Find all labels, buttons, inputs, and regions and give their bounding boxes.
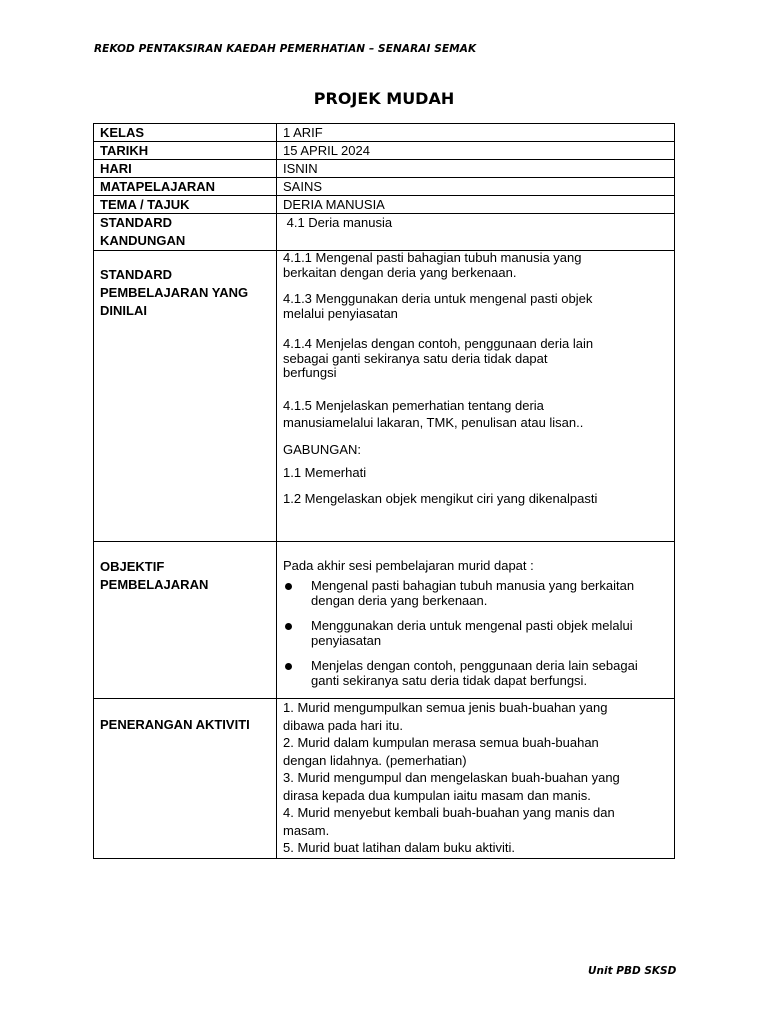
row-matapelajaran xyxy=(94,178,675,196)
value-standard-kandungan: 4.1 Deria manusia xyxy=(277,214,675,251)
sp-item-4-line1: 4.1.5 Menjelaskan pemerhatian tentang deria xyxy=(283,397,544,413)
aktiviti-line: dengan lidahnya. (pemerhatian) xyxy=(283,752,467,768)
label-sp-line3: DINILAI xyxy=(100,303,147,318)
document-header: REKOD PENTAKSIRAN KAEDAH PEMERHATIAN – SENARAI SEMAK xyxy=(94,43,477,55)
bullet-icon xyxy=(285,663,292,670)
label-sp-line1: STANDARD xyxy=(100,267,172,282)
bullet-icon xyxy=(285,583,292,590)
label-hari: HARI xyxy=(94,160,277,178)
objektif-3-line2: ganti sekiranya satu deria tidak dapat berfungsi. xyxy=(311,673,588,688)
value-hari: ISNIN xyxy=(277,160,675,178)
row-tarikh xyxy=(94,142,675,160)
aktiviti-line: masam. xyxy=(283,822,330,838)
gabungan-item-2: 1.2 Mengelaskan objek mengikut ciri yang dikenalpasti xyxy=(283,490,598,506)
document-footer: Unit PBD SKSD xyxy=(588,965,677,977)
objektif-intro: Pada akhir sesi pembelajaran murid dapat : xyxy=(283,558,534,573)
row-tema xyxy=(94,196,675,214)
sp-item-3 xyxy=(283,337,668,381)
sp-item-4-line2: manusiamelalui lakaran, TMK, penulisan atau lisan.. xyxy=(283,414,584,430)
row-objektif xyxy=(94,542,675,699)
aktiviti-line: 1. Murid mengumpulkan semua jenis buah-buahan yang xyxy=(283,700,608,715)
objektif-2-line1: Menggunakan deria untuk mengenal pasti objek melalui xyxy=(311,617,633,633)
sp-item-3-line2: sebagai ganti sekiranya satu deria tidak dapat xyxy=(283,350,548,366)
row-aktiviti xyxy=(94,699,675,859)
label-matapelajaran: MATAPELAJARAN xyxy=(94,178,277,196)
aktiviti-line: 5. Murid buat latihan dalam buku aktiviti. xyxy=(283,840,515,855)
gabungan-label: GABUNGAN: xyxy=(283,441,362,457)
value-aktiviti xyxy=(277,699,675,859)
label-objektif-line1: OBJEKTIF xyxy=(100,559,165,574)
value-objektif xyxy=(277,542,675,699)
assessment-table xyxy=(93,123,675,859)
label-objektif xyxy=(94,542,277,699)
value-standard-pembelajaran xyxy=(277,251,675,542)
value-kelas: 1 ARIF xyxy=(277,124,675,142)
label-standard-pembelajaran xyxy=(94,251,277,542)
label-objektif-line2: PEMBELAJARAN xyxy=(100,577,209,592)
sp-item-1 xyxy=(283,251,668,280)
list-item xyxy=(283,578,668,609)
bullet-icon xyxy=(285,623,292,630)
sp-item-3-line1: 4.1.4 Menjelas dengan contoh, penggunaan deria lain xyxy=(283,336,594,351)
objektif-list xyxy=(283,578,668,689)
sp-item-4 xyxy=(283,397,668,431)
row-kelas xyxy=(94,124,675,142)
sp-item-2-line1: 4.1.3 Menggunakan deria untuk mengenal pasti objek xyxy=(283,291,593,306)
row-standard-kandungan xyxy=(94,214,675,251)
aktiviti-line: 3. Murid mengumpul dan mengelaskan buah-buahan yang xyxy=(283,770,620,785)
aktiviti-line: 4. Murid menyebut kembali buah-buahan yang manis dan xyxy=(283,805,615,820)
label-sp-line2: PEMBELAJARAN YANG xyxy=(100,285,249,300)
row-standard-pembelajaran xyxy=(94,251,675,542)
value-tarikh: 15 APRIL 2024 xyxy=(277,142,675,160)
gabungan-item-1: 1.1 Memerhati xyxy=(283,465,367,480)
sp-item-1-line2: berkaitan dengan deria yang berkenaan. xyxy=(283,264,517,280)
label-tarikh: TARIKH xyxy=(94,142,277,160)
label-aktiviti: PENERANGAN AKTIVITI xyxy=(94,699,277,859)
value-matapelajaran: SAINS xyxy=(277,178,675,196)
sp-item-2-line2: melalui penyiasatan xyxy=(283,305,398,321)
label-tema: TEMA / TAJUK xyxy=(94,196,277,214)
aktiviti-line: dirasa kepada dua kumpulan iaitu masam dan manis. xyxy=(283,787,591,803)
label-standard-kandungan-line1: STANDARD xyxy=(100,215,172,230)
value-tema: DERIA MANUSIA xyxy=(277,196,675,214)
sp-item-1-line1: 4.1.1 Mengenal pasti bahagian tubuh manusia yang xyxy=(283,250,582,265)
aktiviti-line: 2. Murid dalam kumpulan merasa semua buah-buahan xyxy=(283,735,599,750)
objektif-3-line1: Menjelas dengan contoh, penggunaan deria lain sebagai xyxy=(311,657,638,673)
label-kelas: KELAS xyxy=(94,124,277,142)
label-standard-kandungan-line2: KANDUNGAN xyxy=(100,233,186,248)
objektif-2-line2: penyiasatan xyxy=(311,633,382,648)
objektif-1-line1: Mengenal pasti bahagian tubuh manusia yang berkaitan xyxy=(311,577,635,593)
document-title: PROJEK MUDAH xyxy=(313,89,455,108)
objektif-1-line2: dengan deria yang berkenaan. xyxy=(311,593,488,608)
row-hari xyxy=(94,160,675,178)
list-item xyxy=(283,658,668,689)
label-standard-kandungan xyxy=(94,214,277,251)
sp-item-2 xyxy=(283,292,668,321)
aktiviti-line: dibawa pada hari itu. xyxy=(283,717,403,733)
list-item xyxy=(283,618,668,649)
sp-item-3-line3: berfungsi xyxy=(283,365,337,380)
